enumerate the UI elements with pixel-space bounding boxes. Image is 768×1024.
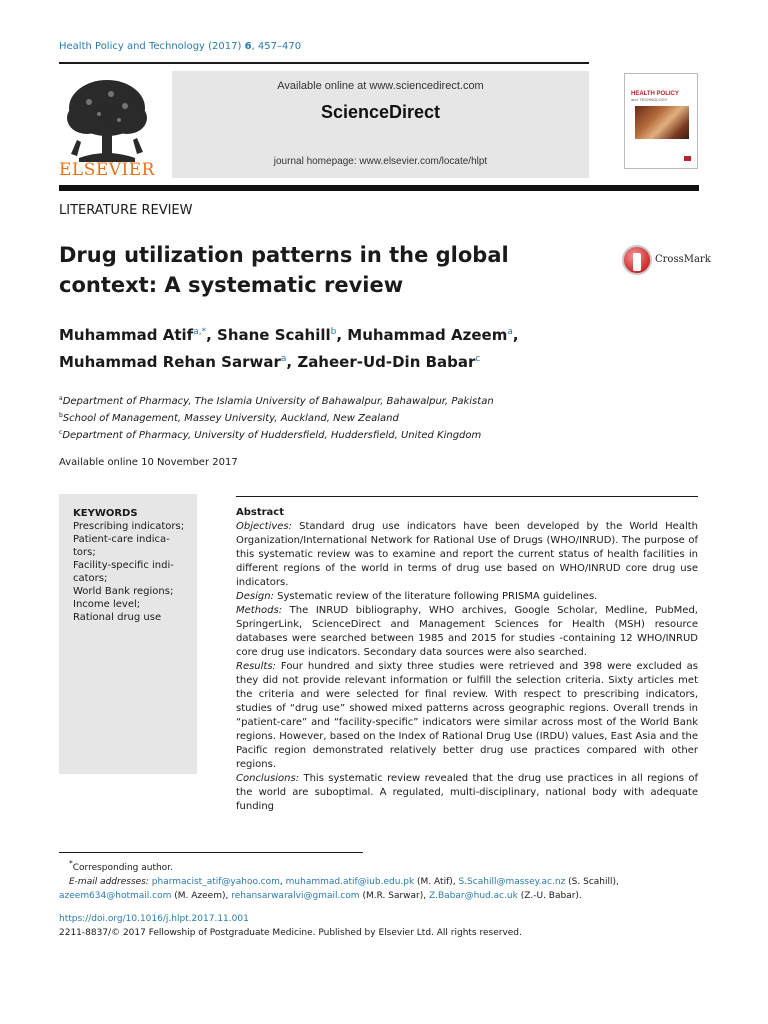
email-link[interactable]: rehansarwaralvi@gmail.com xyxy=(231,891,360,901)
abstract-label: Conclusions: xyxy=(236,773,300,784)
keyword-item: Patient-care indica- xyxy=(73,534,170,545)
header-rule xyxy=(59,62,589,64)
keyword-item: cators; xyxy=(73,573,108,584)
journal-pages: , 457–470 xyxy=(251,41,302,52)
email-link[interactable]: Z.Babar@hud.ac.uk xyxy=(428,891,518,901)
author-name: Zaheer-Ud-Din Babar xyxy=(297,353,476,371)
crossmark-badge[interactable] xyxy=(622,245,722,277)
keyword-item: Facility-specific indi- xyxy=(73,560,174,571)
affiliation-item: $^b$School of Management, Massey University, Auckland, New Zealand xyxy=(59,412,399,424)
journal-name: Health Policy and Technology (2017) xyxy=(59,41,245,52)
abstract-label: Results: xyxy=(236,661,276,672)
keyword-item: Income level; xyxy=(73,599,141,610)
author-affiliation-link[interactable]: a,* xyxy=(193,327,207,337)
author-affiliation-link[interactable]: b xyxy=(330,327,337,337)
crossmark-icon-bookmark xyxy=(633,253,641,271)
affiliations xyxy=(59,392,494,443)
email-link[interactable]: muhammad.atif@iub.edu.pk xyxy=(285,877,415,887)
author-name: Muhammad Azeem xyxy=(347,326,508,344)
email-link[interactable]: azeem634@hotmail.com xyxy=(59,891,172,901)
journal-volume: 6 xyxy=(244,41,252,52)
abstract-heading: Abstract xyxy=(236,507,285,518)
affiliation-item: $^c$Department of Pharmacy, University of Huddersfield, Huddersfield, United Kingdom xyxy=(59,429,482,441)
abstract-section: Objectives: Standard drug use indicators have been developed by the World Health Organization/International Network for Rational Use of Drugs (WHO/INRUD). The purpose of this systematic review was to examine and report the current status of health facilities in different regions of the world in terms of drug use based on WHO/INRUD core drug use indicators. xyxy=(236,521,698,588)
keyword-item: Rational drug use xyxy=(73,612,162,623)
abstract-label: Objectives: xyxy=(236,521,292,532)
footnote-rule xyxy=(59,852,363,853)
journal-cover[interactable] xyxy=(624,73,698,169)
abstract-section: Design: Systematic review of the literature following PRISMA guidelines. xyxy=(236,591,598,602)
doi-link[interactable]: https://doi.org/10.1016/j.hlpt.2017.11.001 xyxy=(59,914,249,924)
email-label: E-mail addresses: xyxy=(69,877,149,887)
sciencedirect-banner xyxy=(172,71,589,178)
keyword-item: Prescribing indicators; xyxy=(73,521,185,532)
abstract-label: Methods: xyxy=(236,605,283,616)
article-title: Drug utilization patterns in the global context: A systematic review xyxy=(59,243,509,297)
article-type: LITERATURE REVIEW xyxy=(59,203,193,218)
cover-image xyxy=(635,106,689,139)
abstract-section: Methods: The INRUD bibliography, WHO archives, Google Scholar, Medline, PubMed, SpringerLink, ScienceDirect and Management Sciences for Health (MSH) resource databases were searched between 1985 and 2015 for studies -containing 12 WHO/INRUD core drug use indicators. Secondary data sources were also searched. xyxy=(236,605,698,658)
abstract-label: Design: xyxy=(236,591,274,602)
abstract xyxy=(236,506,698,814)
affiliation-item: $^a$Department of Pharmacy, The Islamia University of Bahawalpur, Bahawalpur, Pakistan xyxy=(59,395,494,407)
email-addresses: E-mail addresses: pharmacist_atif@yahoo.com, muhammad.atif@iub.edu.pk (M. Atif), S.Scahill@massey.ac.nz (S. Scahill), xyxy=(69,877,619,887)
author-name: Muhammad Rehan Sarwar xyxy=(59,353,281,371)
copyright-notice: 2211-8837/© 2017 Fellowship of Postgraduate Medicine. Published by Elsevier Ltd. All rights reserved. xyxy=(59,928,522,938)
cover-logo-mark xyxy=(684,156,691,161)
email-link[interactable]: pharmacist_atif@yahoo.com xyxy=(151,877,280,887)
cover-title-line3: TECHNOLOGY xyxy=(639,97,668,102)
corresponding-author-note: *Corresponding author. xyxy=(69,859,173,873)
abstract-section: Results: Four hundred and sixty three studies were retrieved and 398 were excluded as they did not provide relevant information or fulfill the selection criteria. Sixty articles met the criteria and were selected for final review. With respect to prescribing indicators, studies of “drug use” showed mixed patterns across geographic regions. Overall trends in “patient-care” and “facility-specific” indicators were similar across most of the World Bank regions. However, based on the Index of Rational Drug Use (IRDU) values, East Asia and the Pacific region demonstrated relatively better drug use practices compared with other regions. xyxy=(236,661,698,770)
cover-title-line1: HEALTH POLICY xyxy=(631,91,679,97)
author-affiliation-link[interactable]: a xyxy=(280,354,287,364)
elsevier-wordmark[interactable]: ELSEVIER xyxy=(59,160,155,180)
keyword-item: tors; xyxy=(73,547,96,558)
cover-title xyxy=(631,91,679,103)
keywords-heading: KEYWORDS xyxy=(73,508,138,519)
keyword-item: World Bank regions; xyxy=(73,586,174,597)
abstract-section: Conclusions: This systematic review revealed that the drug use practices in all regions of the world are suboptimal. A regulated, multi-disciplinary, national body with adequate funding xyxy=(236,773,698,812)
journal-citation[interactable] xyxy=(59,41,301,52)
header-thick-rule xyxy=(59,185,699,191)
author-name: Shane Scahill xyxy=(217,326,331,344)
author-affiliation-link[interactable]: a xyxy=(507,327,513,337)
keywords-box xyxy=(59,494,197,774)
author-affiliation-link[interactable]: c xyxy=(475,354,481,364)
cover-title-line2: and xyxy=(631,97,638,102)
footnotes xyxy=(59,857,699,903)
email-link[interactable]: S.Scahill@massey.ac.nz xyxy=(458,877,566,887)
sciencedirect-available[interactable]: Available online at www.sciencedirect.com xyxy=(277,80,484,92)
author-list: Muhammad Atif$^{a,*}$, Shane Scahill$^b$, Muhammad Azeem$^a$, Muhammad Rehan Sarwar$^a$, Zaheer-Ud-Din Babar$^c$ xyxy=(59,326,519,371)
crossmark-icon xyxy=(622,245,652,275)
sciencedirect-logo[interactable]: ScienceDirect xyxy=(320,102,441,122)
journal-homepage[interactable]: journal homepage: www.elsevier.com/locate/hlpt xyxy=(273,156,488,167)
email-addresses-continued: azeem634@hotmail.com (M. Azeem), rehansarwaralvi@gmail.com (M.R. Sarwar), Z.Babar@hud.ac.uk (Z.-U. Babar). xyxy=(59,891,582,901)
crossmark-label: CrossMark xyxy=(655,254,711,265)
author-name: Muhammad Atif xyxy=(59,326,194,344)
available-online-date: Available online 10 November 2017 xyxy=(59,457,238,468)
abstract-rule xyxy=(236,496,698,497)
